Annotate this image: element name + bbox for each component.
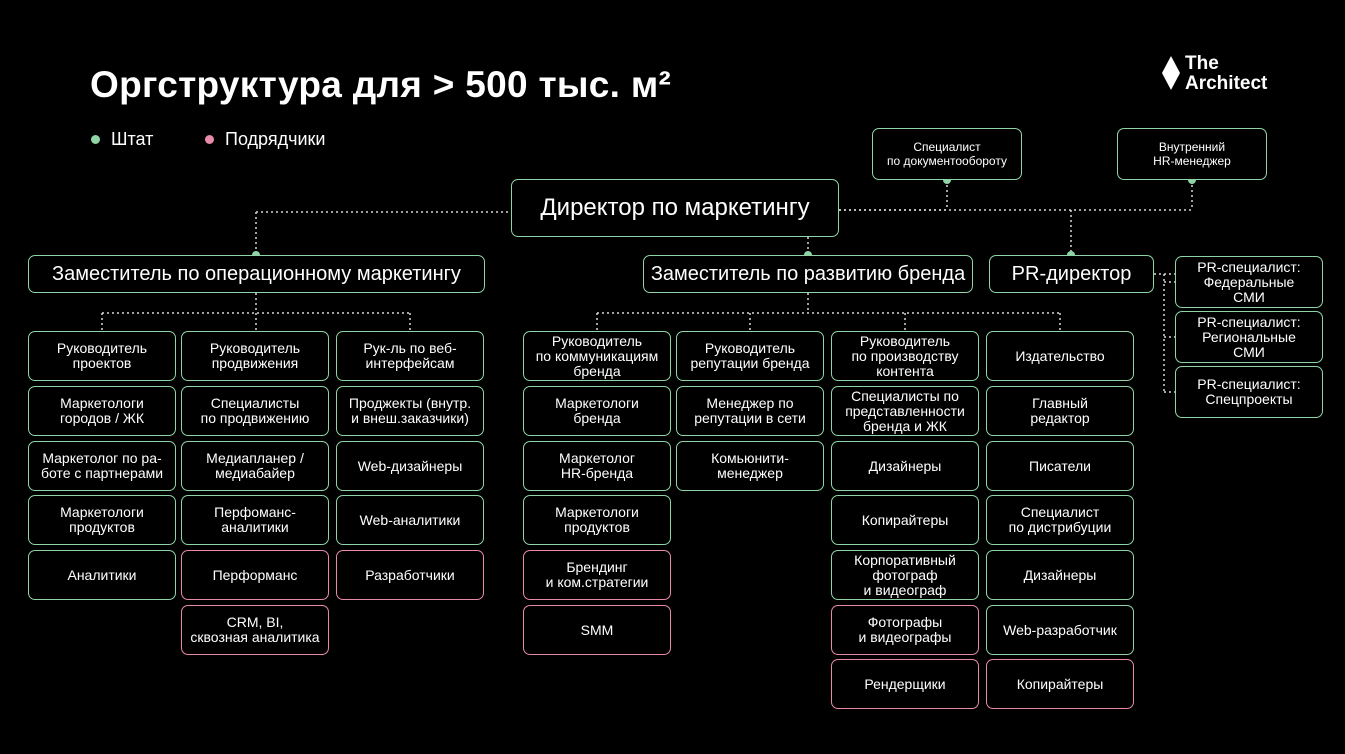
org-node-e2: Менеджер по репутации в сети — [676, 386, 824, 436]
org-node-e1: Руководитель репутации бренда — [676, 331, 824, 381]
org-node-c4: Web-аналитики — [336, 495, 484, 545]
org-node-c2: Проджекты (внутр. и внеш.заказчики) — [336, 386, 484, 436]
org-node-b1: Руководитель продвижения — [181, 331, 329, 381]
org-node-c3: Web-дизайнеры — [336, 441, 484, 491]
logo-line-1: The — [1185, 53, 1219, 74]
org-node-g6: Web-разработчик — [986, 605, 1134, 655]
org-node-deputy-ops: Заместитель по операционному маркетингу — [28, 255, 485, 293]
org-node-d6: SMM — [523, 605, 671, 655]
org-node-e3: Комьюнити- менеджер — [676, 441, 824, 491]
org-node-c5: Разработчики — [336, 550, 484, 600]
org-node-g7: Копирайтеры — [986, 659, 1134, 709]
org-node-c1: Рук-ль по веб- интерфейсам — [336, 331, 484, 381]
org-node-director: Директор по маркетингу — [511, 179, 839, 237]
org-node-g5: Дизайнеры — [986, 550, 1134, 600]
legend-contractors-label: Подрядчики — [225, 129, 326, 149]
org-node-d3: Маркетолог HR-бренда — [523, 441, 671, 491]
org-node-g1: Издательство — [986, 331, 1134, 381]
org-node-f7: Рендерщики — [831, 659, 979, 709]
org-node-f1: Руководитель по производству контента — [831, 331, 979, 381]
org-node-hr-manager: Внутренний HR-менеджер — [1117, 128, 1267, 180]
org-node-a3: Маркетолог по ра- боте с партнерами — [28, 441, 176, 491]
org-node-b4: Перфоманс- аналитики — [181, 495, 329, 545]
org-node-g3: Писатели — [986, 441, 1134, 491]
org-node-deputy-brand: Заместитель по развитию бренда — [643, 255, 973, 293]
page-title: Оргструктура для > 500 тыс. м² — [90, 64, 672, 105]
logo-line-2: Architect — [1185, 73, 1268, 94]
org-node-pr-special: PR-специалист: Спецпроекты — [1175, 366, 1323, 418]
org-node-a2: Маркетологи городов / ЖК — [28, 386, 176, 436]
org-node-f5: Корпоративный фотограф и видеограф — [831, 550, 979, 600]
org-node-a5: Аналитики — [28, 550, 176, 600]
org-node-a1: Руководитель проектов — [28, 331, 176, 381]
org-node-f3: Дизайнеры — [831, 441, 979, 491]
org-node-d2: Маркетологи бренда — [523, 386, 671, 436]
org-node-d4: Маркетологи продуктов — [523, 495, 671, 545]
org-node-doc-specialist: Специалист по документообороту — [872, 128, 1022, 180]
org-node-pr-director: PR-директор — [989, 255, 1154, 293]
org-node-d1: Руководитель по коммуникациям бренда — [523, 331, 671, 381]
org-node-b3: Медиапланер / медиабайер — [181, 441, 329, 491]
org-node-b6: CRM, BI, сквозная аналитика — [181, 605, 329, 655]
org-node-a4: Маркетологи продуктов — [28, 495, 176, 545]
org-node-b5: Перформанс — [181, 550, 329, 600]
org-node-f4: Копирайтеры — [831, 495, 979, 545]
org-node-d5: Брендинг и ком.стратегии — [523, 550, 671, 600]
org-node-f2: Специалисты по представленности бренда и ЖК — [831, 386, 979, 436]
org-node-f6: Фотографы и видеографы — [831, 605, 979, 655]
org-node-b2: Специалисты по продвижению — [181, 386, 329, 436]
org-node-g2: Главный редактор — [986, 386, 1134, 436]
org-node-pr-regional: PR-специалист: Региональные СМИ — [1175, 311, 1323, 363]
org-node-g4: Специалист по дистрибуции — [986, 495, 1134, 545]
legend-staff-label: Штат — [111, 129, 154, 149]
org-node-pr-federal: PR-специалист: Федеральные СМИ — [1175, 256, 1323, 308]
